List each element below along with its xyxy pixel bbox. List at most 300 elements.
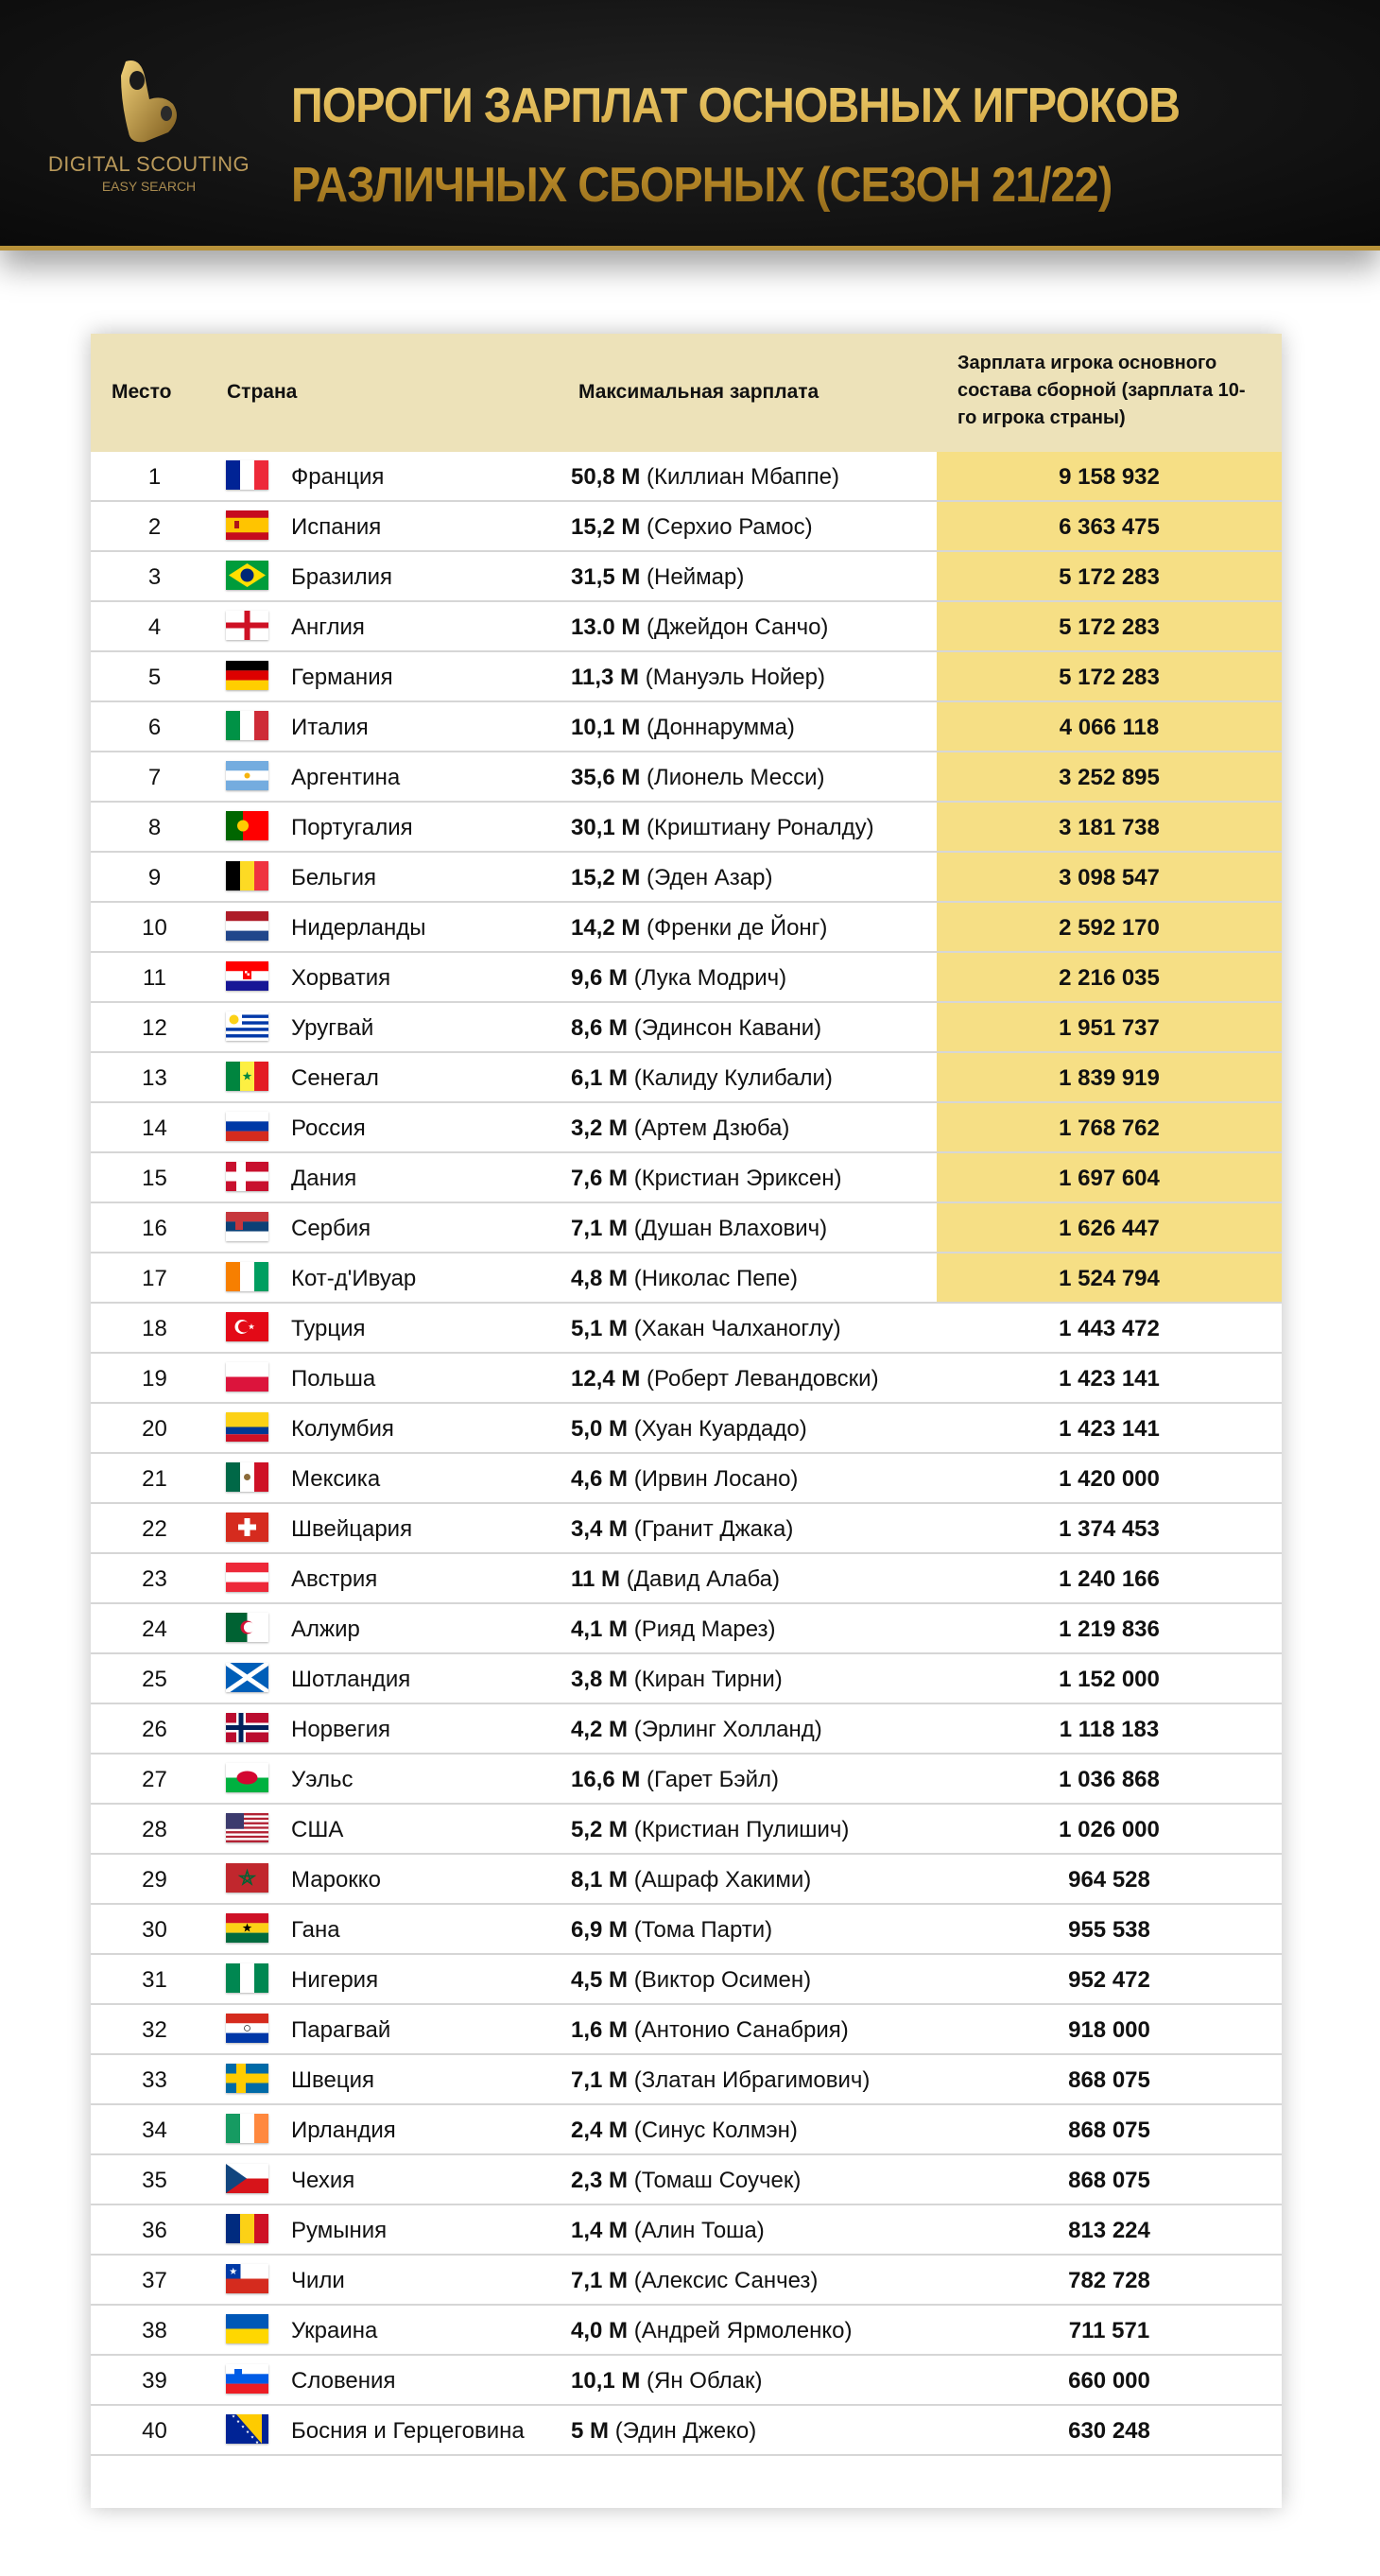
- threshold-salary: 1 152 000: [1059, 1667, 1160, 1692]
- threshold-salary: 1 036 868: [1059, 1767, 1160, 1792]
- top-player: (Серхио Рамос): [647, 514, 813, 540]
- table-row: [91, 1855, 1282, 1905]
- max-salary-value: 1,4 М: [571, 2218, 629, 2243]
- max-salary: [571, 514, 813, 541]
- flag-be-icon: [226, 861, 268, 890]
- country-name: Швеция: [291, 2067, 374, 2093]
- max-salary-value: 6,1 М: [571, 1065, 629, 1091]
- flag-ma-icon: [226, 1863, 268, 1893]
- rank: 17: [142, 1266, 167, 1291]
- top-player: (Джейдон Санчо): [647, 614, 829, 640]
- max-salary-value: 4,2 М: [571, 1717, 629, 1742]
- rank: 11: [143, 965, 166, 991]
- column-header-rank: Место: [112, 381, 172, 403]
- threshold-salary: 782 728: [1068, 2268, 1150, 2293]
- max-salary: [571, 1967, 811, 1994]
- max-salary: [571, 815, 874, 841]
- max-salary: [571, 1767, 779, 1793]
- rank: 5: [147, 665, 162, 690]
- table-row: [91, 903, 1282, 953]
- max-salary-value: 7,1 М: [571, 2268, 629, 2293]
- top-player: (Томаш Соучек): [633, 2168, 802, 2193]
- max-salary-value: 8,6 М: [571, 1015, 629, 1041]
- max-salary: [571, 2168, 801, 2194]
- country-name: Марокко: [291, 1867, 381, 1893]
- table-row: [91, 1304, 1282, 1354]
- max-salary-value: 35,6 М: [571, 765, 641, 790]
- max-salary-value: 12,4 М: [571, 1366, 641, 1392]
- max-salary-value: 50,8 М: [571, 464, 641, 490]
- table-row: [91, 602, 1282, 652]
- rank: 29: [142, 1867, 167, 1893]
- rank: 12: [142, 1015, 167, 1041]
- logo-text: DIGITAL SCOUTING: [47, 152, 250, 176]
- table-row: [91, 1805, 1282, 1855]
- table-row: [91, 2406, 1282, 2456]
- max-salary-value: 3,4 М: [571, 1516, 629, 1542]
- max-salary: [571, 665, 825, 691]
- top-player: (Антонио Санабрия): [633, 2017, 849, 2043]
- table-row: [91, 502, 1282, 552]
- max-salary-value: 15,2 М: [571, 865, 641, 890]
- rank: 10: [142, 915, 167, 941]
- max-salary-value: 11 М: [571, 1566, 621, 1592]
- table-row: [91, 1704, 1282, 1755]
- threshold-salary: 1 951 737: [937, 1003, 1282, 1051]
- top-player: (Андрей Ярмоленко): [633, 2318, 853, 2343]
- top-player: (Киллиан Мбаппе): [647, 464, 839, 490]
- flag-wa-icon: [226, 1763, 268, 1792]
- table-row: [91, 2256, 1282, 2306]
- max-salary-value: 7,6 М: [571, 1166, 629, 1191]
- threshold-salary: 1 423 141: [1059, 1416, 1160, 1442]
- top-player: (Тома Парти): [633, 1917, 773, 1943]
- country-name: Австрия: [291, 1566, 378, 1592]
- flag-gh-icon: [226, 1913, 268, 1943]
- flag-si-icon: [226, 2364, 268, 2394]
- country-name: Румыния: [291, 2218, 388, 2243]
- rank: 16: [142, 1216, 167, 1241]
- country-name: Уругвай: [291, 1015, 374, 1041]
- top-player: (Виктор Осимен): [633, 1967, 812, 1993]
- top-player: (Доннарумма): [647, 715, 795, 740]
- table-row: [91, 1554, 1282, 1604]
- table-header: [91, 334, 1282, 452]
- threshold-salary: 3 098 547: [937, 853, 1282, 901]
- max-salary-value: 4,6 М: [571, 1466, 629, 1492]
- rank: 39: [142, 2368, 167, 2394]
- max-salary-value: 5,0 М: [571, 1416, 629, 1442]
- rank: 7: [147, 765, 162, 790]
- table-row: [91, 1404, 1282, 1454]
- max-salary-value: 7,1 М: [571, 2067, 629, 2093]
- max-salary: [571, 1416, 807, 1443]
- threshold-salary: 6 363 475: [937, 502, 1282, 550]
- table-row: [91, 1103, 1282, 1153]
- title-line-1: ПОРОГИ ЗАРПЛАТ ОСНОВНЫХ ИГРОКОВ: [291, 78, 1181, 133]
- column-header-country: Страна: [227, 381, 298, 403]
- table-row: [91, 1354, 1282, 1404]
- table-row: [91, 1454, 1282, 1504]
- table-row: [91, 1955, 1282, 2005]
- country-name: Парагвай: [291, 2017, 391, 2043]
- rank: 34: [142, 2118, 167, 2143]
- table-row: [91, 652, 1282, 702]
- top-player: (Кристиан Эриксен): [633, 1166, 842, 1191]
- max-salary: [571, 1867, 811, 1893]
- rank: 9: [147, 865, 162, 890]
- max-salary: [571, 1616, 776, 1643]
- threshold-salary: 1 026 000: [1059, 1817, 1160, 1842]
- rank: 22: [142, 1516, 167, 1542]
- max-salary-value: 4,0 М: [571, 2318, 629, 2343]
- rank: 8: [147, 815, 162, 840]
- rank: 15: [142, 1166, 167, 1191]
- rank: 28: [142, 1817, 167, 1842]
- threshold-salary: 1 697 604: [937, 1153, 1282, 1202]
- max-salary: [571, 2368, 762, 2394]
- table-row: [91, 1905, 1282, 1955]
- threshold-salary: 1 118 183: [1059, 1717, 1160, 1742]
- country-name: Польша: [291, 1366, 376, 1392]
- max-salary-value: 4,1 М: [571, 1616, 629, 1642]
- max-salary-value: 14,2 М: [571, 915, 641, 941]
- threshold-salary: 9 158 932: [937, 452, 1282, 500]
- max-salary: [571, 464, 839, 491]
- rank: 31: [142, 1967, 167, 1993]
- threshold-salary: 1 768 762: [937, 1103, 1282, 1151]
- country-name: Уэльс: [291, 1767, 354, 1792]
- table-body: [91, 452, 1282, 2456]
- top-player: (Хуан Куардадо): [633, 1416, 807, 1442]
- max-salary-value: 5,1 М: [571, 1316, 629, 1341]
- top-player: (Мануэль Нойер): [645, 665, 825, 690]
- logo: [43, 57, 255, 194]
- table-row: [91, 2205, 1282, 2256]
- flag-sn-icon: [226, 1062, 268, 1091]
- country-name: Украина: [291, 2318, 378, 2343]
- rank: 14: [142, 1115, 167, 1141]
- top-player: (Эден Азар): [647, 865, 773, 890]
- country-name: Словения: [291, 2368, 396, 2394]
- flag-ro-icon: [226, 2214, 268, 2243]
- country-name: Алжир: [291, 1616, 360, 1642]
- country-name: Шотландия: [291, 1667, 411, 1692]
- rank: 19: [142, 1366, 167, 1392]
- max-salary: [571, 2318, 852, 2344]
- max-salary: [571, 1065, 833, 1092]
- flag-dz-icon: [226, 1613, 268, 1642]
- country-name: Бельгия: [291, 865, 376, 890]
- max-salary: [571, 2067, 870, 2094]
- country-name: Босния и Герцеговина: [291, 2418, 525, 2444]
- country-name: Сербия: [291, 1216, 371, 1241]
- max-salary: [571, 1466, 798, 1493]
- threshold-salary: 1 219 836: [1059, 1616, 1160, 1642]
- top-player: (Френки де Йонг): [647, 915, 828, 941]
- table-row: [91, 752, 1282, 803]
- max-salary: [571, 1316, 841, 1342]
- country-name: Турция: [291, 1316, 366, 1341]
- top-player: (Гранит Джака): [633, 1516, 794, 1542]
- table-row: [91, 1203, 1282, 1253]
- country-name: Испания: [291, 514, 382, 540]
- flag-en-icon: [226, 611, 268, 640]
- flag-ar-icon: [226, 761, 268, 790]
- flag-ng-icon: [226, 1963, 268, 1993]
- rank: 18: [142, 1316, 167, 1341]
- flag-at-icon: [226, 1563, 268, 1592]
- rank: 27: [142, 1767, 167, 1792]
- max-salary: [571, 1266, 798, 1292]
- max-salary-value: 30,1 М: [571, 815, 641, 840]
- top-player: (Хакан Чалханоглу): [633, 1316, 841, 1341]
- threshold-salary: 1 423 141: [1059, 1366, 1160, 1392]
- top-player: (Николас Пепе): [633, 1266, 798, 1291]
- rank: 25: [142, 1667, 167, 1692]
- table-row: [91, 2005, 1282, 2055]
- rank: 3: [147, 564, 162, 590]
- table-row: [91, 2105, 1282, 2155]
- flag-cz-icon: [226, 2164, 268, 2193]
- max-salary: [571, 2118, 798, 2144]
- top-player: (Давид Алаба): [626, 1566, 781, 1592]
- rank: 35: [142, 2168, 167, 2193]
- country-name: Аргентина: [291, 765, 401, 790]
- threshold-salary: 660 000: [1068, 2368, 1150, 2394]
- threshold-salary: 868 075: [1068, 2118, 1150, 2143]
- flag-br-icon: [226, 561, 268, 590]
- flag-uy-icon: [226, 1011, 268, 1041]
- country-name: Норвегия: [291, 1717, 391, 1742]
- table-row: [91, 2155, 1282, 2205]
- top-player: (Златан Ибрагимович): [633, 2067, 871, 2093]
- threshold-salary: 868 075: [1068, 2067, 1150, 2093]
- max-salary: [571, 1817, 849, 1843]
- country-name: Ирландия: [291, 2118, 396, 2143]
- threshold-salary: 813 224: [1068, 2218, 1150, 2243]
- max-salary-value: 16,6 М: [571, 1767, 641, 1792]
- country-name: Кот-д'Ивуар: [291, 1266, 417, 1291]
- max-salary-value: 31,5 М: [571, 564, 641, 590]
- max-salary-value: 7,1 М: [571, 1216, 629, 1241]
- rank: 6: [147, 715, 162, 740]
- flag-es-icon: [226, 510, 268, 540]
- top-player: (Кристиан Пулишич): [633, 1817, 850, 1842]
- country-name: Германия: [291, 665, 393, 690]
- flag-ru-icon: [226, 1112, 268, 1141]
- threshold-salary: 630 248: [1068, 2418, 1150, 2444]
- flag-de-icon: [226, 661, 268, 690]
- max-salary-value: 10,1 М: [571, 715, 641, 740]
- table-row: [91, 1003, 1282, 1053]
- threshold-salary: 2 592 170: [937, 903, 1282, 951]
- country-name: Нигерия: [291, 1967, 379, 1993]
- rank: 20: [142, 1416, 167, 1442]
- max-salary-value: 2,3 М: [571, 2168, 629, 2193]
- flag-it-icon: [226, 711, 268, 740]
- max-salary: [571, 2218, 765, 2244]
- flag-tr-icon: [226, 1312, 268, 1341]
- max-salary-value: 8,1 М: [571, 1867, 629, 1893]
- max-salary-value: 5,2 М: [571, 1817, 629, 1842]
- flag-py-icon: [226, 2014, 268, 2043]
- flag-se-icon: [226, 2064, 268, 2093]
- country-name: Гана: [291, 1917, 340, 1943]
- threshold-salary: 711 571: [1068, 2318, 1150, 2343]
- max-salary: [571, 765, 825, 791]
- max-salary-value: 6,9 М: [571, 1917, 629, 1943]
- threshold-salary: 868 075: [1068, 2168, 1150, 2193]
- flag-pl-icon: [226, 1362, 268, 1392]
- max-salary-value: 2,4 М: [571, 2118, 629, 2143]
- country-name: Швейцария: [291, 1516, 413, 1542]
- threshold-salary: 4 066 118: [937, 702, 1282, 751]
- threshold-salary: 952 472: [1068, 1967, 1150, 1993]
- table-row: [91, 1504, 1282, 1554]
- threshold-salary: 1 626 447: [937, 1203, 1282, 1252]
- top-player: (Душан Влахович): [633, 1216, 828, 1241]
- flag-us-icon: [226, 1813, 268, 1842]
- top-player: (Алин Тоша): [633, 2218, 765, 2243]
- rank: 13: [142, 1065, 167, 1091]
- flag-ua-icon: [226, 2314, 268, 2343]
- table-row: [91, 2306, 1282, 2356]
- max-salary-value: 15,2 М: [571, 514, 641, 540]
- rank: 21: [142, 1466, 167, 1492]
- flag-pt-icon: [226, 811, 268, 840]
- table-row: [91, 552, 1282, 602]
- flag-co-icon: [226, 1412, 268, 1442]
- rank: 33: [142, 2067, 167, 2093]
- top-player: (Рияд Марез): [633, 1616, 776, 1642]
- flag-dk-icon: [226, 1162, 268, 1191]
- max-salary: [571, 2017, 849, 2044]
- country-name: Хорватия: [291, 965, 391, 991]
- page-title: [291, 66, 1180, 225]
- column-header-threshold: Зарплата игрока основного состава сборной (зарплата 10-го игрока страны): [957, 353, 1246, 428]
- country-name: Сенегал: [291, 1065, 379, 1091]
- flag-rs-icon: [226, 1212, 268, 1241]
- top-player: (Гарет Бэйл): [647, 1767, 779, 1792]
- table-row: [91, 1253, 1282, 1304]
- threshold-salary: 1 240 166: [1059, 1566, 1160, 1592]
- flag-ba-icon: [226, 2414, 268, 2444]
- table-row: [91, 1755, 1282, 1805]
- top-player: (Артем Дзюба): [633, 1115, 790, 1141]
- flag-no-icon: [226, 1713, 268, 1742]
- rank: 2: [147, 514, 162, 540]
- max-salary: [571, 1366, 879, 1392]
- country-name: США: [291, 1817, 344, 1842]
- flag-ie-icon: [226, 2114, 268, 2143]
- table-row: [91, 853, 1282, 903]
- top-player: (Эрлинг Холланд): [633, 1717, 822, 1742]
- table-row: [91, 803, 1282, 853]
- salary-table: [91, 334, 1282, 2508]
- max-salary-value: 1,6 М: [571, 2017, 629, 2043]
- max-salary-value: 11,3 М: [571, 665, 640, 690]
- max-salary-value: 3,8 М: [571, 1667, 629, 1692]
- threshold-salary: 1 839 919: [937, 1053, 1282, 1101]
- threshold-salary: 1 420 000: [1059, 1466, 1160, 1492]
- max-salary: [571, 1717, 822, 1743]
- country-name: Франция: [291, 464, 385, 490]
- header-banner: [0, 0, 1380, 251]
- table-row: [91, 953, 1282, 1003]
- country-name: Англия: [291, 614, 365, 640]
- max-salary: [571, 2268, 818, 2294]
- rank: 32: [142, 2017, 167, 2043]
- country-name: Колумбия: [291, 1416, 394, 1442]
- table-row: [91, 2356, 1282, 2406]
- country-name: Бразилия: [291, 564, 392, 590]
- country-name: Италия: [291, 715, 369, 740]
- threshold-salary: 2 216 035: [937, 953, 1282, 1001]
- threshold-salary: 1 524 794: [937, 1253, 1282, 1302]
- flag-hr-icon: [226, 961, 268, 991]
- threshold-salary: 5 172 283: [937, 552, 1282, 600]
- title-line-2: РАЗЛИЧНЫХ СБОРНЫХ (СЕЗОН 21/22): [291, 158, 1113, 213]
- threshold-salary: 918 000: [1068, 2017, 1150, 2043]
- rank: 38: [142, 2318, 167, 2343]
- top-player: (Эдинсон Кавани): [633, 1015, 822, 1041]
- threshold-salary: 1 374 453: [1059, 1516, 1160, 1542]
- threshold-salary: 5 172 283: [937, 652, 1282, 700]
- top-player: (Лионель Месси): [647, 765, 825, 790]
- top-player: (Лука Модрич): [633, 965, 787, 991]
- max-salary-value: 13.0 М: [571, 614, 641, 640]
- top-player: (Роберт Левандовски): [647, 1366, 879, 1392]
- flag-cl-icon: [226, 2264, 268, 2293]
- top-player: (Неймар): [647, 564, 745, 590]
- logo-subtext: EASY SEARCH: [101, 179, 197, 194]
- column-header-max-salary: Максимальная зарплата: [578, 381, 819, 403]
- max-salary: [571, 1566, 780, 1593]
- country-name: Россия: [291, 1115, 366, 1141]
- rank: 37: [142, 2268, 167, 2293]
- threshold-salary: 3 252 895: [937, 752, 1282, 801]
- flag-ch-icon: [226, 1513, 268, 1542]
- max-salary: [571, 915, 827, 942]
- country-name: Мексика: [291, 1466, 381, 1492]
- top-player: (Ирвин Лосано): [633, 1466, 799, 1492]
- table-row: [91, 1654, 1282, 1704]
- max-salary: [571, 1917, 772, 1944]
- table-row: [91, 1053, 1282, 1103]
- max-salary-value: 3,2 М: [571, 1115, 629, 1141]
- top-player: (Синус Колмэн): [633, 2118, 798, 2143]
- max-salary: [571, 1667, 783, 1693]
- top-player: (Киран Тирни): [633, 1667, 783, 1692]
- rank: 40: [142, 2418, 167, 2444]
- flag-mx-icon: [226, 1462, 268, 1492]
- max-salary: [571, 1015, 821, 1042]
- max-salary: [571, 715, 795, 741]
- threshold-salary: 1 443 472: [1059, 1316, 1160, 1341]
- max-salary: [571, 2418, 756, 2445]
- rank: 1: [147, 464, 162, 490]
- top-player: (Ашраф Хакими): [633, 1867, 812, 1893]
- max-salary: [571, 564, 744, 591]
- country-name: Нидерланды: [291, 915, 426, 941]
- flag-fr-icon: [226, 460, 268, 490]
- table-row: [91, 1604, 1282, 1654]
- table-row: [91, 702, 1282, 752]
- threshold-salary: 964 528: [1068, 1867, 1150, 1893]
- threshold-salary: 955 538: [1068, 1917, 1150, 1943]
- max-salary: [571, 1516, 793, 1543]
